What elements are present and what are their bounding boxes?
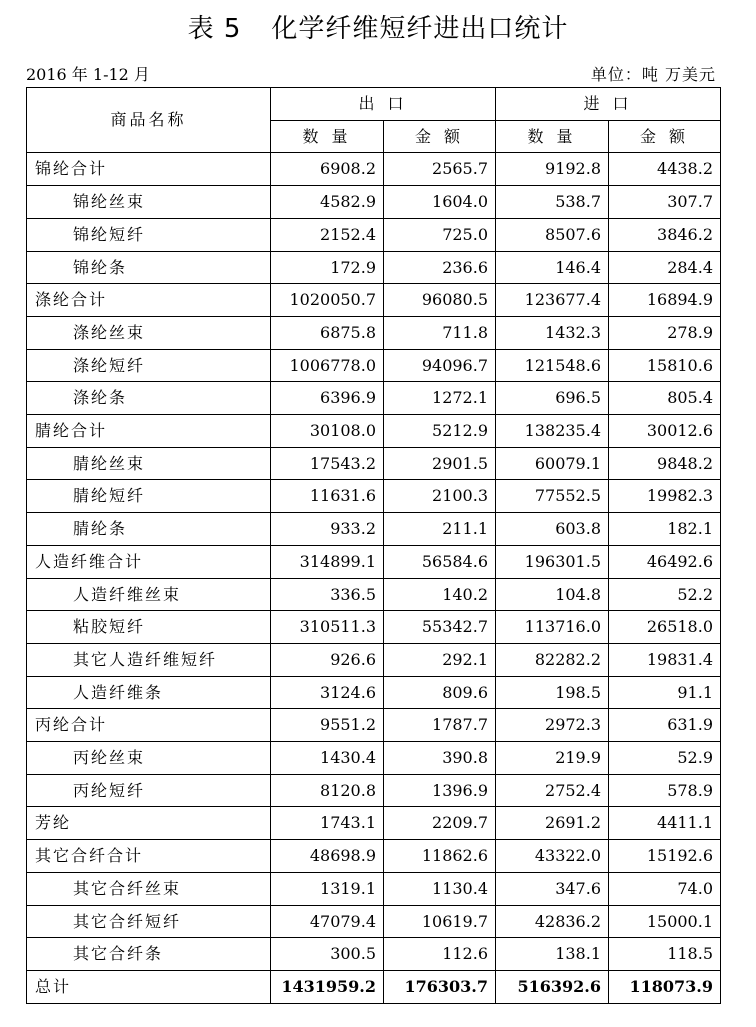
import-qty-cell: 42836.2: [496, 905, 609, 938]
total-row: [27, 970, 721, 1003]
export-amt-cell: 1396.9: [384, 774, 496, 807]
export-amt-cell: 2565.7: [384, 153, 496, 186]
export-amt-cell: 112.6: [384, 938, 496, 971]
import-qty-cell: 77552.5: [496, 480, 609, 513]
export-amt-cell: 94096.7: [384, 349, 496, 382]
export-amt-cell: 236.6: [384, 251, 496, 284]
product-name-cell: 锦纶条: [27, 251, 271, 284]
table-row: [27, 251, 721, 284]
import-qty-cell: 219.9: [496, 742, 609, 775]
page-title: [0, 8, 756, 45]
import-qty-cell: 538.7: [496, 186, 609, 219]
import-amt-cell: 19982.3: [609, 480, 721, 513]
product-name-cell: 锦纶丝束: [27, 186, 271, 219]
export-qty-cell: 1006778.0: [271, 349, 384, 382]
import-qty-cell: 2691.2: [496, 807, 609, 840]
import-qty-cell: 603.8: [496, 513, 609, 546]
table-row: [27, 578, 721, 611]
table-row: [27, 742, 721, 775]
export-qty-cell: 6396.9: [271, 382, 384, 415]
export-qty-cell: 1020050.7: [271, 284, 384, 317]
import-amt-cell: 46492.6: [609, 545, 721, 578]
import-amt-cell: 3846.2: [609, 218, 721, 251]
table-row: [27, 545, 721, 578]
product-name-cell: 丙纶丝束: [27, 742, 271, 775]
total-label: 总计: [27, 970, 271, 1003]
export-qty-cell: 2152.4: [271, 218, 384, 251]
export-amt-cell: 2100.3: [384, 480, 496, 513]
header-product-name: 商品名称: [27, 88, 271, 153]
product-name-cell: 锦纶短纤: [27, 218, 271, 251]
table-row: [27, 349, 721, 382]
import-amt-cell: 4411.1: [609, 807, 721, 840]
table-row: [27, 611, 721, 644]
import-amt-cell: 9848.2: [609, 447, 721, 480]
export-qty-cell: 11631.6: [271, 480, 384, 513]
header-export-amt: 金 额: [384, 120, 496, 153]
import-qty-cell: 347.6: [496, 872, 609, 905]
export-amt-cell: 1272.1: [384, 382, 496, 415]
import-qty-cell: 104.8: [496, 578, 609, 611]
table-row: [27, 905, 721, 938]
table-number: 表 5: [187, 14, 242, 44]
export-amt-cell: 55342.7: [384, 611, 496, 644]
export-amt-cell: 5212.9: [384, 415, 496, 448]
product-name-cell: 锦纶合计: [27, 153, 271, 186]
table-row: [27, 938, 721, 971]
table-title: 化学纤维短纤进出口统计: [271, 14, 569, 44]
product-name-cell: 其它人造纤维短纤: [27, 643, 271, 676]
export-amt-cell: 140.2: [384, 578, 496, 611]
export-amt-cell: 1130.4: [384, 872, 496, 905]
export-qty-cell: 8120.8: [271, 774, 384, 807]
table-row: [27, 872, 721, 905]
import-qty-cell: 43322.0: [496, 840, 609, 873]
header-import: 进 口: [496, 88, 721, 121]
import-amt-cell: 118073.9: [609, 970, 721, 1003]
table-row: [27, 676, 721, 709]
table-row: [27, 153, 721, 186]
export-amt-cell: 292.1: [384, 643, 496, 676]
export-qty-cell: 933.2: [271, 513, 384, 546]
import-qty-cell: 138235.4: [496, 415, 609, 448]
product-name-cell: 其它合纤丝束: [27, 872, 271, 905]
product-name-cell: 涤纶条: [27, 382, 271, 415]
import-qty-cell: 121548.6: [496, 349, 609, 382]
product-name-cell: 涤纶合计: [27, 284, 271, 317]
product-name-cell: 涤纶短纤: [27, 349, 271, 382]
table-row: [27, 774, 721, 807]
import-amt-cell: 307.7: [609, 186, 721, 219]
export-qty-cell: 1431959.2: [271, 970, 384, 1003]
trade-table: [26, 87, 721, 1004]
export-amt-cell: 2901.5: [384, 447, 496, 480]
import-amt-cell: 284.4: [609, 251, 721, 284]
product-name-cell: 人造纤维合计: [27, 545, 271, 578]
product-name-cell: 人造纤维条: [27, 676, 271, 709]
import-qty-cell: 1432.3: [496, 316, 609, 349]
table-row: [27, 415, 721, 448]
import-amt-cell: 15192.6: [609, 840, 721, 873]
export-amt-cell: 211.1: [384, 513, 496, 546]
export-qty-cell: 48698.9: [271, 840, 384, 873]
import-amt-cell: 15000.1: [609, 905, 721, 938]
table-row: [27, 186, 721, 219]
import-amt-cell: 805.4: [609, 382, 721, 415]
import-amt-cell: 278.9: [609, 316, 721, 349]
product-name-cell: 腈纶合计: [27, 415, 271, 448]
export-amt-cell: 1604.0: [384, 186, 496, 219]
export-qty-cell: 6875.8: [271, 316, 384, 349]
import-qty-cell: 9192.8: [496, 153, 609, 186]
import-amt-cell: 15810.6: [609, 349, 721, 382]
period-label: 2016 年 1-12 月: [26, 65, 150, 84]
table-row: [27, 284, 721, 317]
table-row: [27, 218, 721, 251]
export-qty-cell: 926.6: [271, 643, 384, 676]
product-name-cell: 其它合纤合计: [27, 840, 271, 873]
export-qty-cell: 17543.2: [271, 447, 384, 480]
import-qty-cell: 516392.6: [496, 970, 609, 1003]
import-amt-cell: 16894.9: [609, 284, 721, 317]
import-qty-cell: 2752.4: [496, 774, 609, 807]
product-name-cell: 涤纶丝束: [27, 316, 271, 349]
import-amt-cell: 118.5: [609, 938, 721, 971]
header-import-qty: 数 量: [496, 120, 609, 153]
import-amt-cell: 91.1: [609, 676, 721, 709]
table-row: [27, 807, 721, 840]
header-export: 出 口: [271, 88, 496, 121]
table-row: [27, 480, 721, 513]
product-name-cell: 丙纶合计: [27, 709, 271, 742]
import-qty-cell: 60079.1: [496, 447, 609, 480]
export-qty-cell: 300.5: [271, 938, 384, 971]
export-qty-cell: 310511.3: [271, 611, 384, 644]
export-amt-cell: 11862.6: [384, 840, 496, 873]
export-qty-cell: 1430.4: [271, 742, 384, 775]
import-qty-cell: 123677.4: [496, 284, 609, 317]
table-row: [27, 709, 721, 742]
export-amt-cell: 1787.7: [384, 709, 496, 742]
import-amt-cell: 30012.6: [609, 415, 721, 448]
export-amt-cell: 56584.6: [384, 545, 496, 578]
export-qty-cell: 30108.0: [271, 415, 384, 448]
import-qty-cell: 8507.6: [496, 218, 609, 251]
import-amt-cell: 74.0: [609, 872, 721, 905]
product-name-cell: 其它合纤短纤: [27, 905, 271, 938]
product-name-cell: 丙纶短纤: [27, 774, 271, 807]
import-amt-cell: 19831.4: [609, 643, 721, 676]
export-qty-cell: 1319.1: [271, 872, 384, 905]
export-qty-cell: 4582.9: [271, 186, 384, 219]
product-name-cell: 芳纶: [27, 807, 271, 840]
export-qty-cell: 47079.4: [271, 905, 384, 938]
export-amt-cell: 809.6: [384, 676, 496, 709]
export-amt-cell: 711.8: [384, 316, 496, 349]
import-amt-cell: 578.9: [609, 774, 721, 807]
import-qty-cell: 113716.0: [496, 611, 609, 644]
import-amt-cell: 52.2: [609, 578, 721, 611]
table-row: [27, 382, 721, 415]
export-qty-cell: 336.5: [271, 578, 384, 611]
table-row: [27, 447, 721, 480]
export-amt-cell: 725.0: [384, 218, 496, 251]
import-qty-cell: 138.1: [496, 938, 609, 971]
table-body: [27, 153, 721, 1003]
export-qty-cell: 1743.1: [271, 807, 384, 840]
import-amt-cell: 182.1: [609, 513, 721, 546]
product-name-cell: 人造纤维丝束: [27, 578, 271, 611]
export-qty-cell: 9551.2: [271, 709, 384, 742]
export-amt-cell: 96080.5: [384, 284, 496, 317]
import-qty-cell: 146.4: [496, 251, 609, 284]
import-qty-cell: 2972.3: [496, 709, 609, 742]
table-row: [27, 513, 721, 546]
import-amt-cell: 52.9: [609, 742, 721, 775]
product-name-cell: 腈纶条: [27, 513, 271, 546]
import-qty-cell: 196301.5: [496, 545, 609, 578]
unit-label: 单位：吨 万美元: [590, 65, 716, 84]
import-amt-cell: 631.9: [609, 709, 721, 742]
import-qty-cell: 82282.2: [496, 643, 609, 676]
export-amt-cell: 176303.7: [384, 970, 496, 1003]
export-qty-cell: 172.9: [271, 251, 384, 284]
table-row: [27, 643, 721, 676]
export-amt-cell: 390.8: [384, 742, 496, 775]
product-name-cell: 腈纶短纤: [27, 480, 271, 513]
table-row: [27, 316, 721, 349]
export-amt-cell: 10619.7: [384, 905, 496, 938]
export-amt-cell: 2209.7: [384, 807, 496, 840]
import-amt-cell: 26518.0: [609, 611, 721, 644]
import-amt-cell: 4438.2: [609, 153, 721, 186]
import-qty-cell: 696.5: [496, 382, 609, 415]
export-qty-cell: 314899.1: [271, 545, 384, 578]
export-qty-cell: 3124.6: [271, 676, 384, 709]
table-row: [27, 840, 721, 873]
product-name-cell: 腈纶丝束: [27, 447, 271, 480]
product-name-cell: 其它合纤条: [27, 938, 271, 971]
import-qty-cell: 198.5: [496, 676, 609, 709]
product-name-cell: 粘胶短纤: [27, 611, 271, 644]
header-export-qty: 数 量: [271, 120, 384, 153]
export-qty-cell: 6908.2: [271, 153, 384, 186]
header-import-amt: 金 额: [609, 120, 721, 153]
